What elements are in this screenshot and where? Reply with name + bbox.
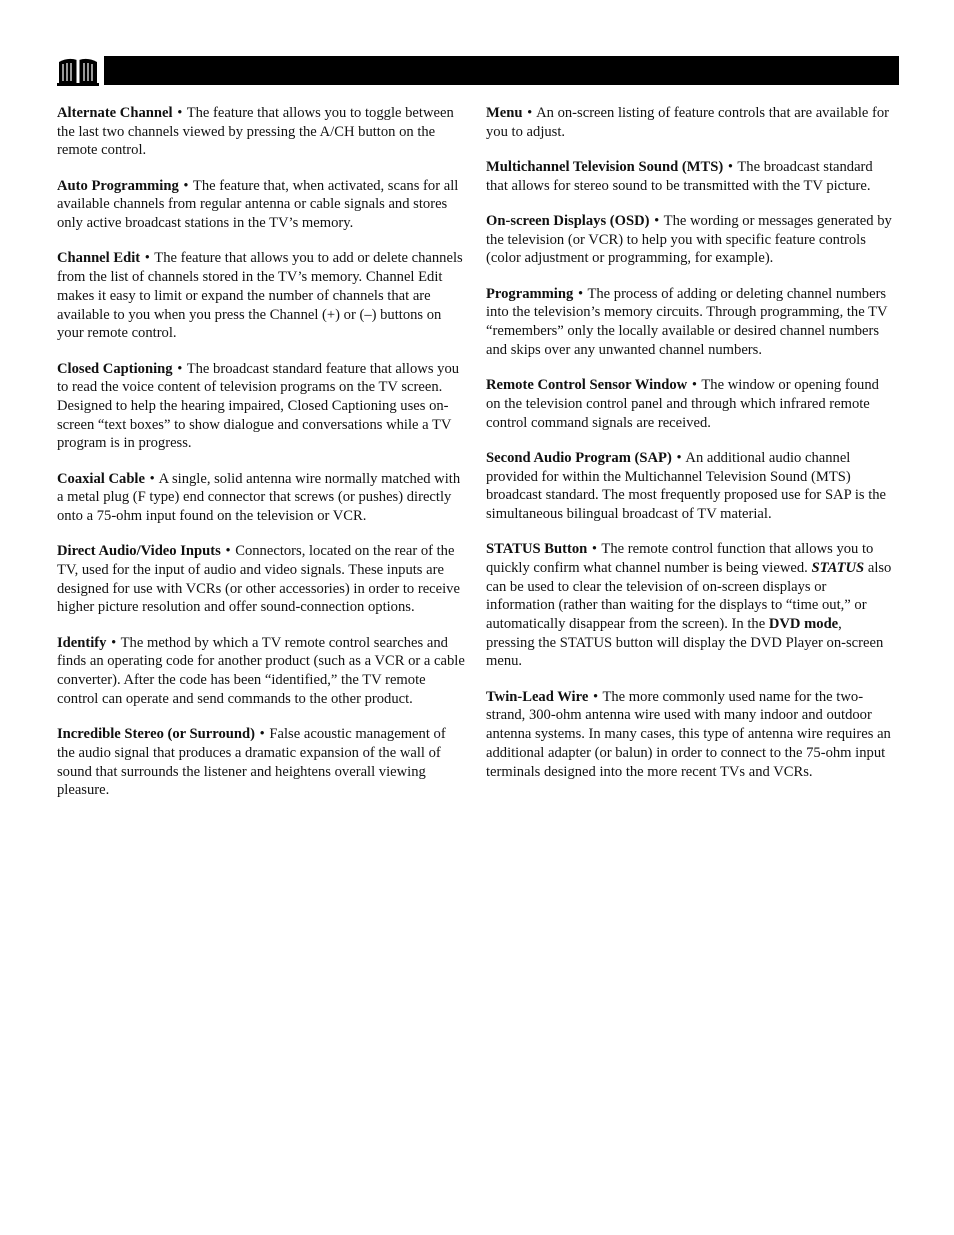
glossary-entry: Incredible Stereo (or Surround) • False acoustic management of the audio signal that produces a dramatic expansion of the wall of sound that surrounds the listener and heightens overall viewing pleasure. [57, 726, 446, 799]
glossary-entry: Direct Audio/Video Inputs • Connectors, located on the rear of the TV, used for the input of audio and video signals. These inputs are designed for use with VCRs (or other accessories) in order to receive higher picture resolution and offer sound-connection options. [57, 543, 460, 616]
glossary-term: Incredible Stereo (or Surround) [57, 726, 255, 743]
status-italic-word: STATUS [811, 559, 865, 576]
glossary-term: Identify [57, 634, 107, 651]
glossary-term: Multichannel Television Sound (MTS) [486, 159, 724, 175]
glossary-entry: Identify • The method by which a TV remote control searches and finds an operating code for another product (such as a VCR or a cable converter). After the code has been “identified,” the TV remote control can operate and send commands to the other product. [57, 634, 465, 707]
glossary-term: Second Audio Program (SAP) [486, 449, 672, 466]
glossary-definition: False acoustic management of the audio signal that produces a dramatic expansion of the wall of sound that surrounds the listener and heightens overall viewing pleasure. [57, 726, 446, 799]
glossary-definition: The method by which a TV remote control searches and finds an operating code for another product (such as a VCR or a cable converter). After the code has been “identified,” the TV remote control can operate and send commands to the other product. [57, 634, 465, 707]
glossary-entry: Second Audio Program (SAP) • An additional audio channel provided for within the Multichannel Television Sound (MTS) broadcast standard. The most frequently proposed use for SAP is the simultaneous bilingual broadcast of TV material. [486, 449, 887, 522]
glossary-definition: The process of adding or deleting channel numbers into the television’s memory circuits. Through programming, the TV “remembers” only the locally available or desired channel numbers and skips over any unwanted channel numbers. [486, 285, 888, 358]
glossary-term: Channel Edit [57, 250, 141, 267]
glossary-entry: Channel Edit • The feature that allows you to add or delete channels from the list of channels stored in the TV’s memory. Channel Edit makes it easy to limit or expand the number of channels that are available to you when you press the Channel (+) or (–) buttons on your remote control. [57, 250, 463, 342]
glossary-definition: The broadcast standard that allows for stereo sound to be transmitted with the TV picture. [486, 159, 873, 194]
header-bar [104, 56, 899, 85]
glossary-entry: Auto Programming • The feature that, when activated, scans for all available channels from regular antenna or cable signals and stores only active broadcast stations in the TV’s memory. [57, 177, 459, 232]
glossary-definition: The window or opening found on the television control panel and through which infrared remote control command signals are received. [486, 377, 879, 431]
glossary-entry: Alternate Channel • The feature that allows you to toggle between the last two channels viewed by pressing the A/CH button on the remote control. [57, 105, 454, 159]
glossary-entry: Closed Captioning • The broadcast standard feature that allows you to read the voice content of television programs on the TV screen. Designed to help the hearing impaired, Closed Captioning uses on-screen “text boxes” to show dialogue and conversations while a TV program is in progress. [57, 360, 460, 452]
glossary-definition: The remote control function that allows you to quickly confirm what channel number is being viewed. [486, 541, 874, 576]
glossary-definition: The broadcast standard feature that allows you to read the voice content of television programs on the TV screen. Designed to help the hearing impaired, Closed Captioning uses on-screen “text boxes” to show dialogue and conversations while a TV program is in progress. [57, 360, 460, 452]
glossary-entry: STATUS Button • The remote control function that allows you to quickly confirm what channel number is being viewed. STATUS also can be used to clear the television of on-screen displays or information (rather than waiting for the displays to “time out,” or automatically disappear from the screen). In the DVD mode, pressing the STATUS button will display the DVD Player on-screen menu. [486, 541, 892, 670]
glossary-definition: The feature that, when activated, scans for all available channels from regular antenna or cable signals and stores only active broadcast stations in the TV’s memory. [57, 177, 459, 232]
glossary-definition: Connectors, located on the rear of the TV, used for the input of audio and video signals. These inputs are designed for use with VCRs (or other accessories) in order to receive higher picture resolution and offer sound-connection options. [57, 543, 460, 616]
glossary-term: Menu [486, 105, 523, 121]
glossary-left-column [57, 104, 465, 817]
glossary-term: STATUS Button [486, 541, 588, 558]
glossary-term: Twin-Lead Wire [486, 688, 589, 705]
glossary-term: Auto Programming [57, 177, 179, 194]
glossary-definition: A single, solid antenna wire normally matched with a metal plug (F type) end connector that screws (or pushes) directly onto a 75-ohm input found on the television or VCR. [57, 470, 461, 525]
glossary-entry: Programming • The process of adding or deleting channel numbers into the television’s memory circuits. Through programming, the TV “remembers” only the locally available or desired channel numbers and skips over any unwanted channel numbers. [486, 285, 888, 358]
glossary-definition: An additional audio channel provided for within the Multichannel Television Sound (MTS) broadcast standard. The most frequently proposed use for SAP is the simultaneous bilingual broadcast of TV material. [486, 449, 887, 522]
glossary-right-column [486, 104, 894, 798]
glossary-entry: Remote Control Sensor Window • The window or opening found on the television control panel and through which infrared remote control command signals are received. [486, 377, 879, 431]
glossary-term: Programming [486, 285, 574, 302]
glossary-entry: Twin-Lead Wire • The more commonly used name for the two-strand, 300-ohm antenna wire used with many indoor and outdoor antenna systems. In many cases, this type of antenna wire requires an additional adapter (or balun) in order to connect to the 75-ohm input terminals designed into the more recent TVs and VCRs. [486, 688, 891, 780]
glossary-entry: Multichannel Television Sound (MTS) • The broadcast standard that allows for stereo sound to be transmitted with the TV picture. [486, 159, 873, 194]
glossary-term: Direct Audio/Video Inputs [57, 543, 221, 560]
glossary-definition: The feature that allows you to toggle between the last two channels viewed by pressing the A/CH button on the remote control. [57, 105, 454, 159]
glossary-term: Remote Control Sensor Window [486, 377, 688, 394]
glossary-entry: Coaxial Cable • A single, solid antenna wire normally matched with a metal plug (F type) end connector that screws (or pushes) directly onto a 75-ohm input found on the television or VCR. [57, 470, 461, 525]
glossary-definition: The more commonly used name for the two-strand, 300-ohm antenna wire used with many indoor and outdoor antenna systems. In many cases, this type of antenna wire requires an additional adapter (or balun) in order to connect to the 75-ohm input terminals designed into the more recent TVs and VCRs. [486, 688, 891, 780]
book-icon [57, 56, 99, 86]
glossary-term: On-screen Displays (OSD) [486, 213, 650, 229]
glossary-term: Alternate Channel [57, 105, 173, 121]
glossary-entry: On-screen Displays (OSD) • The wording or messages generated by the television (or VCR) to help you with specific feature controls (color adjustment or programming, for example). [486, 213, 892, 267]
glossary-term: Coaxial Cable [57, 470, 145, 487]
glossary-term: Closed Captioning [57, 360, 173, 377]
glossary-definition: The feature that allows you to add or delete channels from the list of channels stored in the TV’s memory. Channel Edit makes it easy to limit or expand the number of channels that are available to you when you press the Channel (+) or (–) buttons on your remote control. [57, 250, 463, 342]
glossary-definition: The wording or messages generated by the television (or VCR) to help you with specific feature controls (color adjustment or programming, for example). [486, 213, 892, 267]
glossary-entry: Menu • An on-screen listing of feature controls that are available for you to adjust. [486, 105, 890, 140]
dvd-mode-phrase: DVD mode [768, 616, 839, 633]
glossary-definition: An on-screen listing of feature controls that are available for you to adjust. [486, 105, 890, 140]
